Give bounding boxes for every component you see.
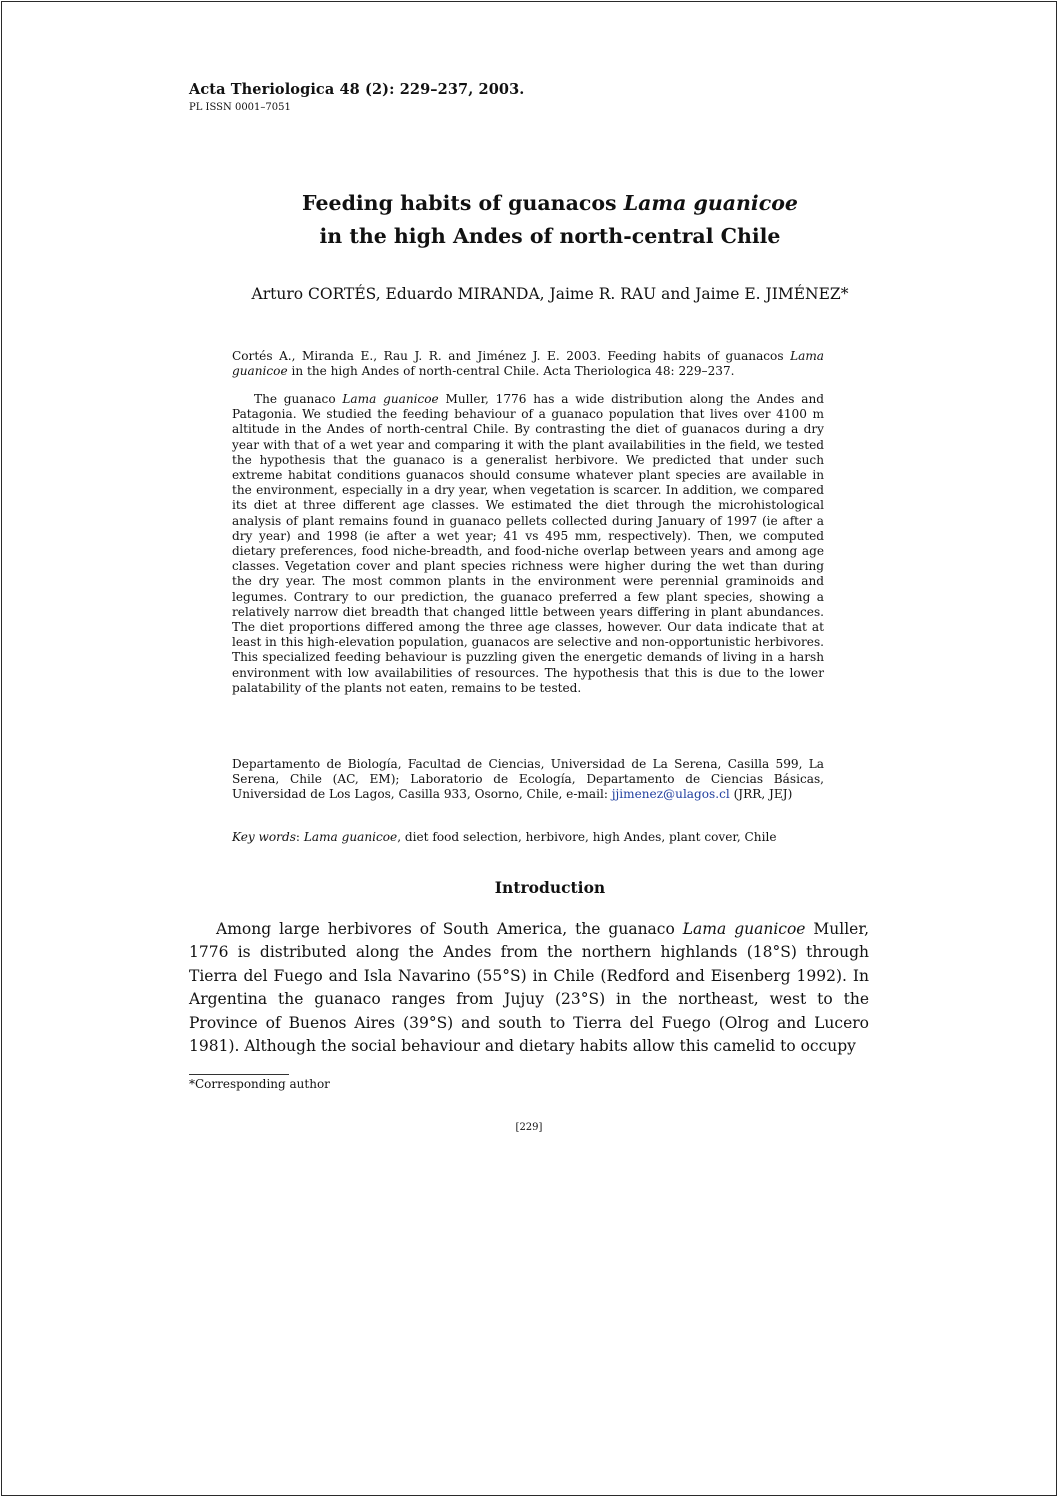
introduction-paragraph [189,918,869,1058]
intro-species: Lama guanicoe [682,920,806,938]
abstract-species: Lama guanicoe [342,392,439,406]
journal-citation-header: Acta Theriologica 48 (2): 229–237, 2003. [189,81,525,98]
footnote: *Corresponding author [189,1077,330,1091]
citation-prefix: Cortés A., Miranda E., Rau J. R. and Jiménez J. E. 2003. Feeding habits of guanacos [232,349,791,363]
intro-body: Muller, 1776 is distributed along the Andes from the northern highlands (18°S) through Tierra del Fuego and Isla Navarino (55°S) in Chile (Redford and Eisenberg 1992). In Argentina the guanaco ranges from Jujuy (23°S) in the northeast, west to the Province of Buenos Aires (39°S) and south to Tierra del Fuego (Olrog and Lucero 1981). Although the social behaviour and dietary habits allow this camelid to occupy [189,920,869,1056]
article-title [120,187,980,253]
email-link[interactable]: jjimenez@ulagos.cl [611,787,730,802]
title-line2: in the high Andes of north-central Chile [319,224,781,248]
author-affiliations [232,757,824,803]
page-number: [229] [515,1122,543,1133]
abstract [232,392,824,696]
section-heading-introduction: Introduction [494,878,606,897]
keywords [232,830,824,845]
intro-prefix: Among large herbivores of South America, the guanaco [216,920,683,938]
keywords-label: Key words [232,830,296,844]
author-list: Arturo CORTÉS, Eduardo MIRANDA, Jaime R. RAU and Jaime E. JIMÉNEZ* [251,285,849,303]
affiliation-text: Departamento de Biología, Facultad de Ciencias, Universidad de La Serena, Casilla 599, La Serena, Chile (AC, EM); Laboratorio de Ecología, Departamento de Ciencias Básicas, Universidad de Los Lagos, Casilla 933, Osorno, Chile, e-mail: [232,757,824,802]
abstract-body: Muller, 1776 has a wide distribution along the Andes and Patagonia. We studied the feeding behaviour of a guanaco population that lives over 4100 m altitude in the Andes of north-central Chile. By contrasting the diet of guanacos during a dry year with that of a wet year and comparing it with the plant availabilities in the field, we tested the hypothesis that the guanaco is a generalist herbivore. We predicted that under such extreme habitat conditions guanacos should consume whatever plant species are available in the environment, especially in a dry year, when vegetation is scarcer. In addition, we compared its diet at three different age classes. We estimated the diet through the microhistological analysis of plant remains found in guanaco pellets collected during January of 1997 (ie after a dry year) and 1998 (ie after a wet year; 41 vs 495 mm, respectively). Then, we computed dietary preferences, food niche-breadth, and food-niche overlap between years and among age classes. Vegetation cover and plant species richness were higher during the wet than during the dry year. The most common plants in the environment were perennial graminoids and legumes. Contrary to our prediction, the guanaco preferred a few plant species, showing a relatively narrow diet breadth that changed little between years differing in plant abundances. The diet proportions differed among the three age classes, however. Our data indicate that at least in this high-elevation population, guanacos are selective and non-opportunistic herbivores. This specialized feeding behaviour is puzzling given the energetic demands of living in a harsh environment with low availabilities of resources. The hypothesis that this is due to the lower palatability of the plants not eaten, remains to be tested. [232,392,824,695]
keywords-colon: : [295,830,304,844]
issn-line: PL ISSN 0001–7051 [189,102,291,113]
abstract-prefix: The guanaco [254,392,343,406]
citation-suffix: in the high Andes of north-central Chile. Acta Theriologica 48: 229–237. [287,364,735,379]
keywords-species: Lama guanicoe [303,830,398,844]
reference-citation [232,349,824,379]
title-line1-prefix: Feeding habits of guanacos [302,191,624,215]
title-species-name: Lama guanicoe [623,191,798,215]
affiliation-suffix: (JRR, JEJ) [729,787,793,802]
footnote-divider [189,1074,289,1075]
citation-species: Lama guanicoe [232,349,824,379]
keywords-rest: , diet food selection, herbivore, high Andes, plant cover, Chile [397,830,777,844]
